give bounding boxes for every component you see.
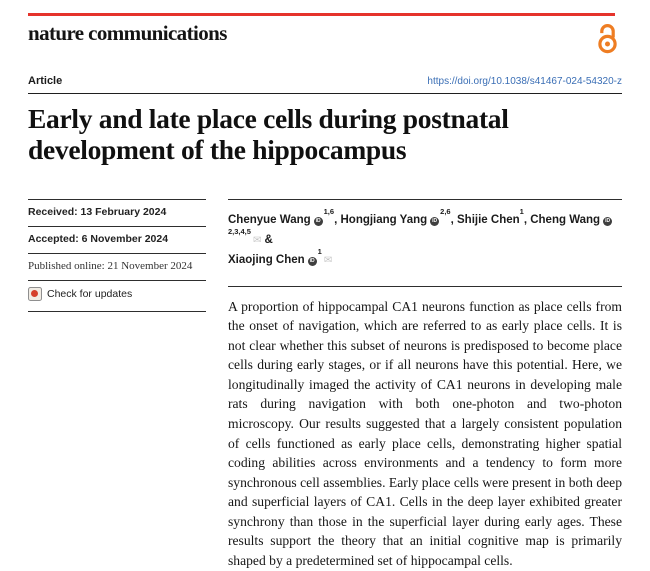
open-access-icon bbox=[595, 21, 620, 59]
author bbox=[340, 206, 454, 226]
doi-link[interactable]: https://doi.org/10.1038/s41467-024-54320-z bbox=[427, 76, 622, 87]
author-affiliations: 2,3,4,5 bbox=[228, 227, 251, 237]
author bbox=[228, 247, 333, 267]
check-for-updates-label: Check for updates bbox=[47, 287, 133, 300]
author-affiliations: 1 bbox=[317, 247, 322, 257]
abstract-text: A proportion of hippocampal CA1 neurons function as place cells from the onset of navigation, which are referred to as early place cells. It is not clear whether this subset of neurons is predisposed to become place cells during early stages, or if all neurons have this potential. Here, we longitudinally imaged the activity of CA1 neurons in developing male rats during navigation with both one-photon and two-photon microscopy. Our results suggested that a largely consistent population of cells functioned as early place cells, demonstrating higher spatial coding abilities across environments and a tendency to form more synchronous cell assemblies. Early place cells were present in both deep and superficial layers of CA1. Cells in the deep layer exhibited greater synchrony than those in the superficial layer during early ages. These results support the theory that an initial cognitive map is primarily shaped by a predetermined set of hippocampal cells. bbox=[228, 286, 622, 571]
article-type-label: Article bbox=[28, 75, 63, 87]
accepted-date: Accepted: 6 November 2024 bbox=[28, 226, 206, 253]
author-name: Chenyue Wang bbox=[228, 213, 311, 226]
published-date: Published online: 21 November 2024 bbox=[28, 253, 206, 280]
author-list bbox=[228, 199, 622, 269]
journal-name: nature communications bbox=[28, 21, 227, 45]
author-affiliations: 1 bbox=[519, 206, 524, 216]
paper-title: Early and late place cells during postnatal development of the hippocampus bbox=[28, 103, 509, 166]
author-separator: , bbox=[523, 213, 528, 226]
received-date: Received: 13 February 2024 bbox=[28, 199, 206, 226]
content-columns bbox=[28, 199, 622, 571]
main-column bbox=[228, 199, 622, 571]
author bbox=[457, 206, 528, 226]
author bbox=[228, 206, 338, 226]
author-separator: , bbox=[450, 213, 454, 226]
email-icon[interactable]: ✉ bbox=[252, 234, 262, 246]
author-name: Xiaojing Chen bbox=[228, 254, 305, 267]
orcid-icon[interactable]: iD bbox=[315, 217, 321, 224]
author-affiliations: 2,6 bbox=[440, 206, 451, 216]
check-for-updates-button[interactable] bbox=[28, 280, 206, 312]
orcid-icon[interactable]: iD bbox=[432, 217, 438, 224]
author-separator: , bbox=[334, 213, 338, 226]
ampersand: & bbox=[264, 233, 273, 246]
crossmark-icon bbox=[28, 287, 42, 301]
author-name: Shijie Chen bbox=[457, 213, 520, 226]
email-icon[interactable]: ✉ bbox=[323, 255, 333, 267]
journal-header bbox=[28, 16, 622, 59]
author-name: Hongjiang Yang bbox=[340, 213, 428, 226]
orcid-icon[interactable]: iD bbox=[309, 258, 315, 265]
author-name: Cheng Wang bbox=[530, 213, 601, 226]
article-history-sidebar bbox=[28, 199, 206, 571]
article-page bbox=[0, 13, 650, 571]
orcid-icon[interactable]: iD bbox=[605, 217, 611, 224]
article-meta-row bbox=[28, 75, 622, 94]
author-affiliations: 1,6 bbox=[323, 206, 335, 216]
